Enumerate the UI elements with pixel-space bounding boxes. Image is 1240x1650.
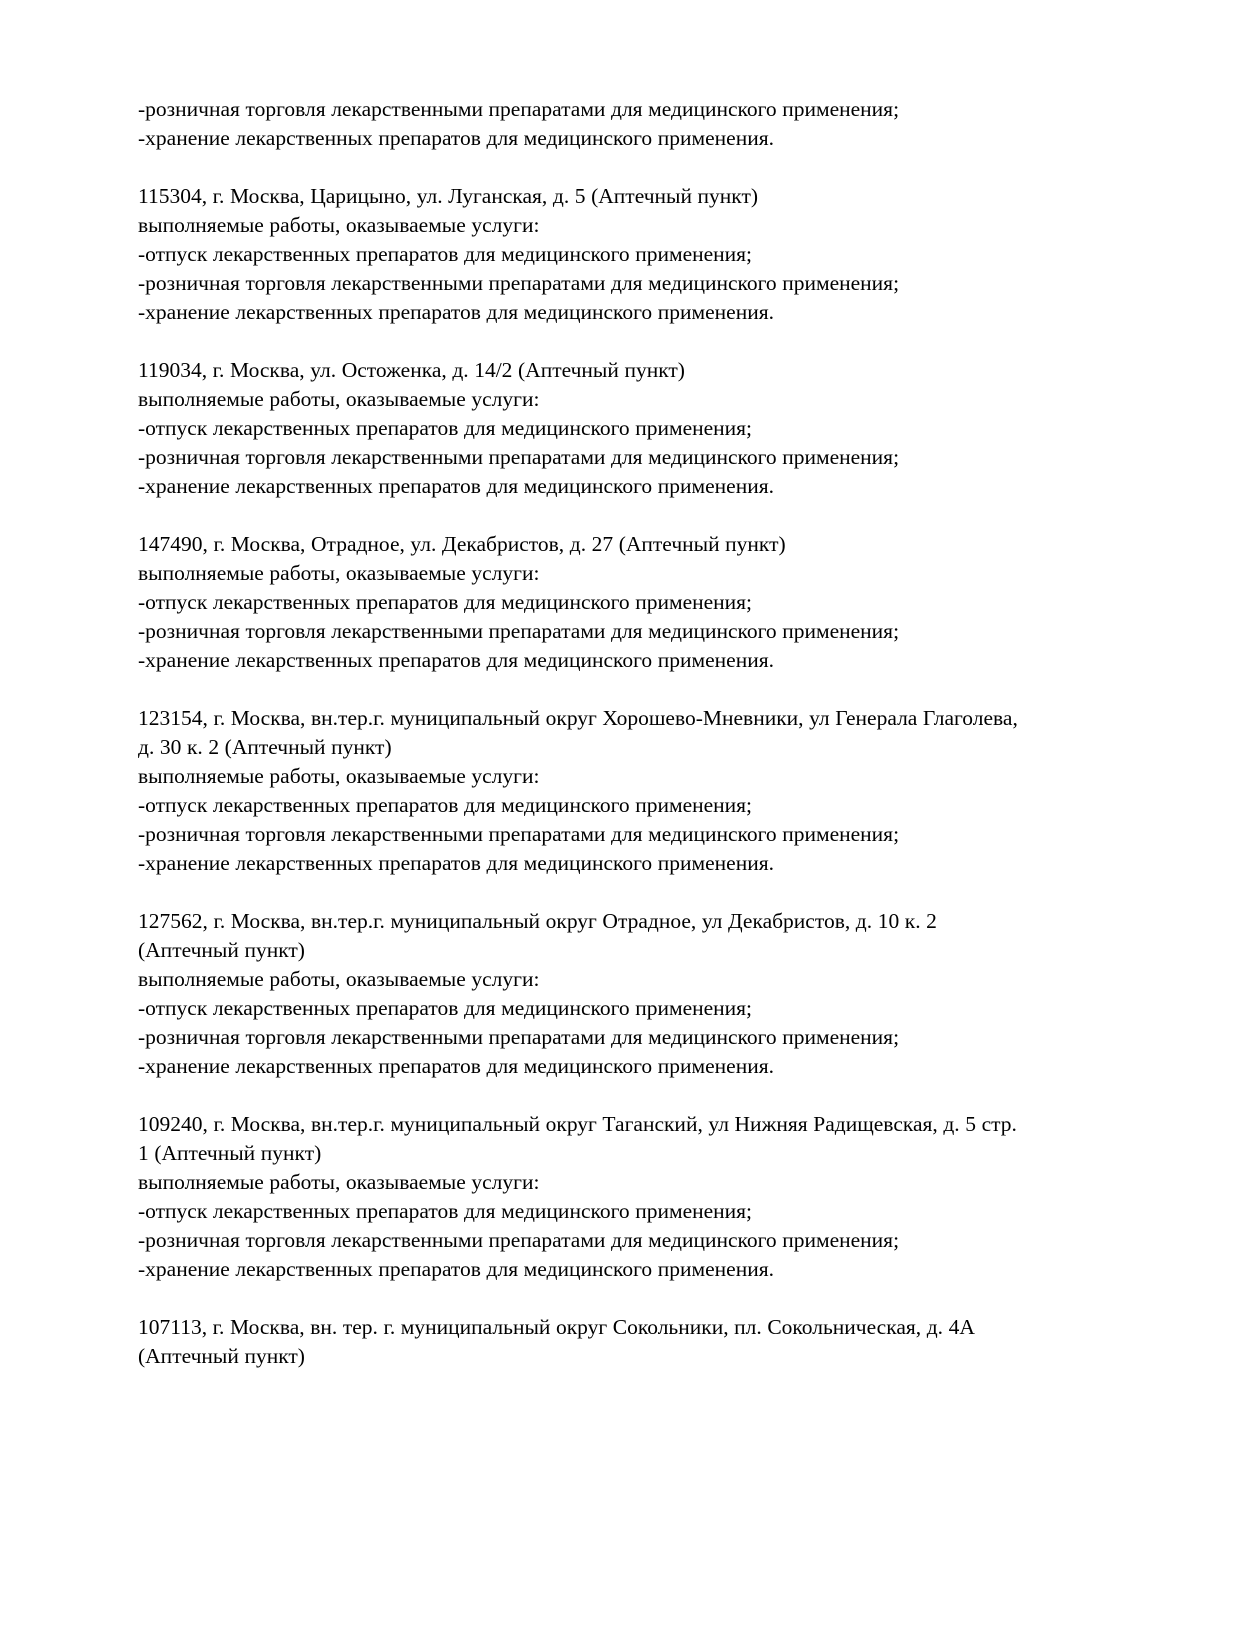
document-line: -розничная торговля лекарственными препаратами для медицинского применения; [138, 1228, 900, 1252]
document-line: -хранение лекарственных препаратов для медицинского применения. [138, 648, 774, 672]
document-line: 1 (Аптечный пункт) [138, 1141, 322, 1165]
document-line: -отпуск лекарственных препаратов для медицинского применения; [138, 242, 753, 266]
document-line: -хранение лекарственных препаратов для медицинского применения. [138, 851, 774, 875]
document-line: 123154, г. Москва, вн.тер.г. муниципальный округ Хорошево-Мневники, ул Генерала Глаголева, [138, 706, 1018, 730]
document-body [138, 95, 1120, 1371]
document-line: -розничная торговля лекарственными препаратами для медицинского применения; [138, 445, 900, 469]
document-line: -розничная торговля лекарственными препаратами для медицинского применения; [138, 822, 900, 846]
document-line: выполняемые работы, оказываемые услуги: [138, 387, 540, 411]
document-line: -розничная торговля лекарственными препаратами для медицинского применения; [138, 1025, 900, 1049]
text-block [138, 95, 1120, 153]
document-line: -хранение лекарственных препаратов для медицинского применения. [138, 126, 774, 150]
address-entry-block [138, 182, 1120, 327]
address-entry-block [138, 530, 1120, 675]
document-line: 109240, г. Москва, вн.тер.г. муниципальный округ Таганский, ул Нижняя Радищевская, д. 5 стр. [138, 1112, 1017, 1136]
document-line: -отпуск лекарственных препаратов для медицинского применения; [138, 590, 753, 614]
address-entry-block [138, 1110, 1120, 1284]
document-line: выполняемые работы, оказываемые услуги: [138, 764, 540, 788]
document-line: (Аптечный пункт) [138, 1344, 305, 1368]
address-entry-block [138, 704, 1120, 878]
address-entry-block [138, 356, 1120, 501]
address-entry-block [138, 1313, 1120, 1371]
document-line: -розничная торговля лекарственными препаратами для медицинского применения; [138, 619, 900, 643]
document-line: -отпуск лекарственных препаратов для медицинского применения; [138, 793, 753, 817]
document-line: д. 30 к. 2 (Аптечный пункт) [138, 735, 392, 759]
document-line: 127562, г. Москва, вн.тер.г. муниципальный округ Отрадное, ул Декабристов, д. 10 к. 2 [138, 909, 937, 933]
document-line: выполняемые работы, оказываемые услуги: [138, 1170, 540, 1194]
document-line: 147490, г. Москва, Отрадное, ул. Декабристов, д. 27 (Аптечный пункт) [138, 532, 786, 556]
document-line: -хранение лекарственных препаратов для медицинского применения. [138, 1257, 774, 1281]
document-line: -хранение лекарственных препаратов для медицинского применения. [138, 1054, 774, 1078]
document-line: (Аптечный пункт) [138, 938, 305, 962]
address-entry-block [138, 907, 1120, 1081]
document-line: -хранение лекарственных препаратов для медицинского применения. [138, 474, 774, 498]
document-line: -отпуск лекарственных препаратов для медицинского применения; [138, 416, 753, 440]
document-line: 107113, г. Москва, вн. тер. г. муниципальный округ Сокольники, пл. Сокольническая, д. 4А [138, 1315, 975, 1339]
document-line: 119034, г. Москва, ул. Остоженка, д. 14/2 (Аптечный пункт) [138, 358, 685, 382]
document-line: выполняемые работы, оказываемые услуги: [138, 561, 540, 585]
document-line: -хранение лекарственных препаратов для медицинского применения. [138, 300, 774, 324]
document-line: -розничная торговля лекарственными препаратами для медицинского применения; [138, 97, 900, 121]
document-line: -розничная торговля лекарственными препаратами для медицинского применения; [138, 271, 900, 295]
document-line: 115304, г. Москва, Царицыно, ул. Луганская, д. 5 (Аптечный пункт) [138, 184, 759, 208]
document-line: выполняемые работы, оказываемые услуги: [138, 213, 540, 237]
document-line: -отпуск лекарственных препаратов для медицинского применения; [138, 1199, 753, 1223]
document-line: -отпуск лекарственных препаратов для медицинского применения; [138, 996, 753, 1020]
document-line: выполняемые работы, оказываемые услуги: [138, 967, 540, 991]
